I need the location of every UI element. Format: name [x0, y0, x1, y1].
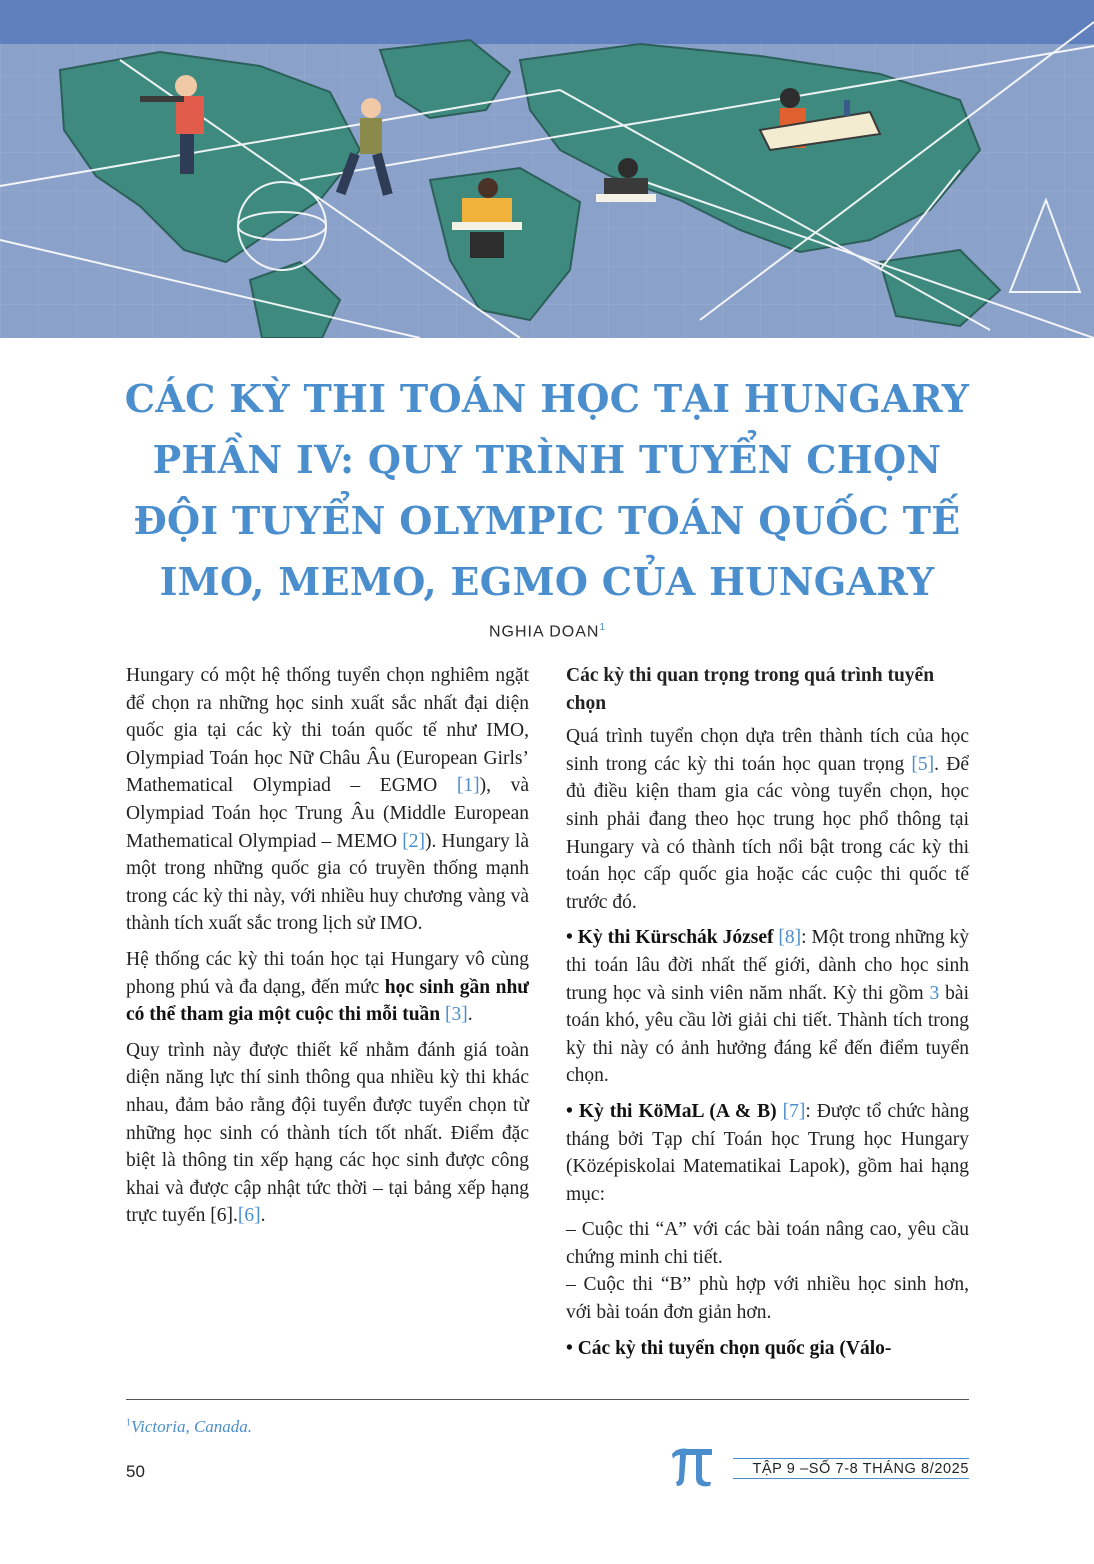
- text-run: .: [260, 1205, 266, 1227]
- text-run: ). Hungary là một trong những quốc gia có truyền thống mạnh trong các kỳ thi này, với nhiều huy chương vàng và thành tích xuất sắc trong lịch sử IMO.: [126, 830, 529, 935]
- text-run: Hungary có một hệ thống tuyển chọn nghiêm ngặt để chọn ra những học sinh xuất sắc nhất đại diện quốc gia tại các kỳ thi toán quốc tế như IMO, Olympiad Toán học Nữ Châu Âu (European Girls’ Mathematical Olympiad – EGMO: [126, 665, 529, 797]
- author-byline: [0, 622, 1094, 641]
- author-name: NGHIA DOAN: [488, 623, 600, 641]
- right-paragraph-1: [566, 723, 969, 916]
- citation-link[interactable]: [2]: [402, 830, 425, 852]
- section-heading: Các kỳ thi quan trọng trong quá trình tuyển chọn: [566, 665, 935, 714]
- left-paragraph-3: [126, 1037, 529, 1230]
- dash-item-a: – Cuộc thi “A” với các bài toán nâng cao, yêu cầu chứng minh chi tiết.: [566, 1219, 969, 1268]
- text-run: .: [467, 1004, 473, 1026]
- pi-logo-icon: [668, 1444, 714, 1492]
- bullet-icon: •: [566, 1337, 573, 1359]
- citation-link[interactable]: [1]: [456, 775, 480, 797]
- citation-link[interactable]: [3]: [445, 1004, 468, 1026]
- text-run: . Để đủ điều kiện tham gia các vòng tuyển chọn, học sinh phải đang theo học trung học phổ thông tại Hungary và có thành tích nổi bật trong các kỳ thi toán học cấp quốc gia hoặc các cuộc thi quốc tế trước đó.: [566, 753, 969, 913]
- text-run: Quá trình tuyển chọn dựa trên thành tích của học sinh trong các kỳ thi toán học quan trọng: [566, 726, 969, 775]
- footnote-text: Victoria, Canada.: [131, 1417, 253, 1436]
- left-paragraph-1: [126, 662, 529, 938]
- footnote: [126, 1417, 252, 1437]
- left-paragraph-2: [126, 946, 529, 1029]
- bullet-national: [566, 1335, 969, 1363]
- left-column: [126, 662, 529, 1238]
- bullet-title: Các kỳ thi tuyển chọn quốc gia (Válo-: [577, 1337, 892, 1359]
- world-map-illustration-icon: [0, 0, 1094, 338]
- title-line-2: PHẦN IV: QUY TRÌNH TUYỂN CHỌN: [152, 437, 942, 482]
- title-line-3: ĐỘI TUYỂN OLYMPIC TOÁN QUỐC TẾ: [133, 498, 961, 543]
- article-title: [60, 368, 1034, 612]
- page-number: 50: [126, 1462, 145, 1481]
- text-run: ), và Olympiad Toán học Trung Âu (Middle European Mathematical Olympiad – MEMO: [126, 775, 530, 852]
- citation-link[interactable]: [8]: [778, 927, 802, 949]
- text-run: : Một trong những kỳ thi toán lâu đời nhất thế giới, dành cho học sinh trung học và sinh viên năm nhất. Kỳ thi gồm: [566, 927, 970, 1004]
- bullet-title: Kỳ thi Kürschák József: [577, 927, 774, 949]
- bullet-komal: [566, 1098, 969, 1208]
- number-highlight: 3: [929, 982, 940, 1004]
- bullet-icon: •: [566, 927, 573, 949]
- bullet-title: Kỳ thi KöMaL (A & B): [578, 1100, 777, 1122]
- footnote-divider: [126, 1399, 969, 1400]
- title-line-4: IMO, MEMO, EGMO CỦA HUNGARY: [159, 559, 935, 604]
- text-run: Hệ thống các kỳ thi toán học tại Hungary vô cùng phong phú và đa dạng, đến mức: [126, 948, 529, 998]
- text-run: Quy trình này được thiết kế nhằm đánh giá toàn diện năng lực thí sinh thông qua nhiều kỳ thi khác nhau, đảm bảo rằng đội tuyển được tuyển chọn từ những học sinh có thành tích tốt nhất. Điểm đặc biệt là thông tin xếp hạng các học sinh được công khai và được cập nhật tức thời – tại bảng xếp hạng trực tuyến [6].: [126, 1039, 529, 1227]
- citation-link[interactable]: [5]: [911, 753, 935, 775]
- issue-label: TẬP 9 –SỐ 7-8 THÁNG 8/2025: [733, 1458, 969, 1479]
- emphasis-text: học sinh gần như có thể tham gia một cuộc thi mỗi tuần: [126, 976, 530, 1026]
- text-run: : Được tổ chức hàng tháng bởi Tạp chí Toán học Trung học Hungary (Középiskolai Matematikai Lapok), gồm hai hạng mục:: [566, 1100, 970, 1205]
- dash-item-b: – Cuộc thi “B” phù hợp với nhiều học sinh hơn, với bài toán đơn giản hơn.: [566, 1274, 969, 1324]
- footnote-mark: 1: [126, 1417, 131, 1429]
- bullet-kurschak: [566, 924, 969, 1090]
- citation-link[interactable]: [6]: [237, 1205, 261, 1227]
- text-run: bài toán khó, yêu cầu lời giải chi tiết. Thành tích trong kỳ thi này có ảnh hưởng đáng kể đến điểm tuyển chọn.: [566, 982, 969, 1087]
- citation-link[interactable]: [7]: [782, 1100, 806, 1122]
- header-illustration: [0, 0, 1094, 338]
- bullet-icon: •: [566, 1100, 573, 1122]
- title-line-1: CÁC KỲ THI TOÁN HỌC TẠI HUNGARY: [124, 376, 970, 421]
- right-column: [566, 662, 969, 1370]
- author-footnote-mark[interactable]: 1: [599, 622, 606, 633]
